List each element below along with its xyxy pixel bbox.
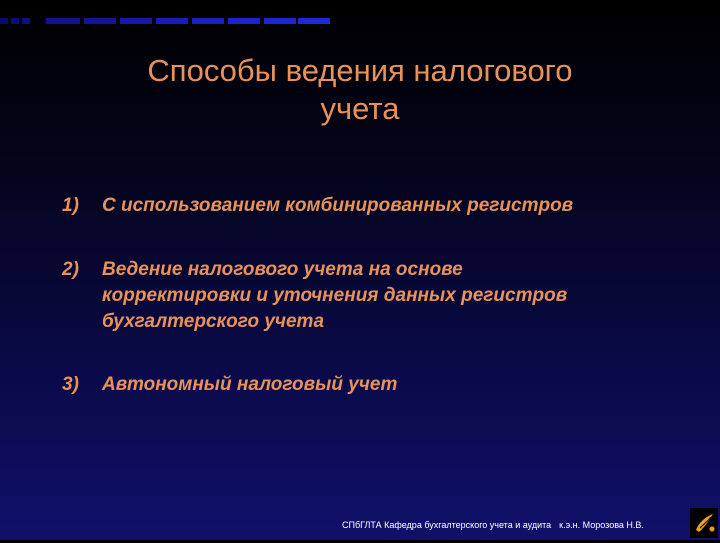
- footer-author: к.э.н. Морозова Н.В.: [559, 520, 644, 530]
- list-item-line: Автономный налоговый учет: [102, 374, 398, 395]
- top-bar-segment: [298, 18, 330, 24]
- top-bar-segment: [120, 18, 152, 24]
- slide-title-line: учета: [320, 91, 400, 126]
- list-item-number: 3): [62, 374, 79, 395]
- slide-title: [60, 52, 660, 128]
- top-bar-segment: [156, 18, 188, 24]
- list-item-line: С использованием комбинированных регистров: [102, 195, 574, 216]
- top-bar-segment: [192, 18, 224, 24]
- footer-institution: СПбГЛТА Кафедра бухгалтерского учета и аудита: [342, 520, 552, 530]
- slide-title-line: Способы ведения налогового: [147, 53, 573, 88]
- top-bar-segment: [84, 18, 116, 24]
- top-bar-segment: [11, 18, 19, 24]
- top-bar-segment: [0, 18, 8, 24]
- list-item-text: [102, 193, 682, 219]
- list-item-line: Ведение налогового учета на основе: [102, 259, 463, 280]
- top-bar-segment: [228, 18, 260, 24]
- top-bar-segment: [46, 18, 80, 24]
- top-bar-segment: [22, 18, 30, 24]
- slide-footer: [342, 520, 644, 530]
- list-item-text: [102, 372, 682, 398]
- list-item-number: 2): [62, 259, 79, 280]
- top-bar-segment: [264, 18, 296, 24]
- decorative-top-bar: [0, 18, 330, 26]
- list-item-text: [102, 257, 682, 335]
- list-item-line: корректировки и уточнения данных регистров: [102, 285, 568, 306]
- list-item-number: 1): [62, 195, 79, 216]
- list-item-line: бухгалтерского учета: [102, 311, 325, 332]
- leaf-logo-icon: [690, 508, 718, 538]
